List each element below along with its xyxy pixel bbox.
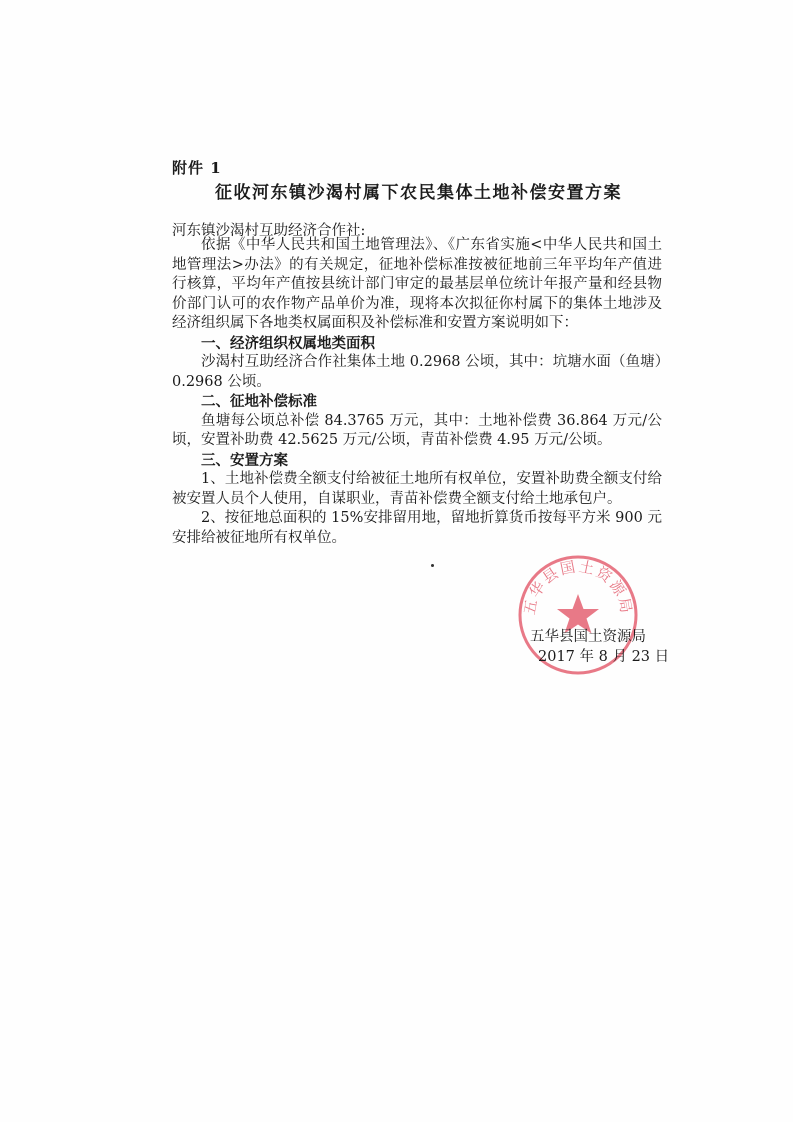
svg-text:五华县国土资源局: 五华县国土资源局 xyxy=(520,557,636,617)
section-heading-resettlement: 三、安置方案 xyxy=(201,451,288,469)
signature-org: 五华县国土资源局 xyxy=(530,629,646,645)
document-body xyxy=(172,236,662,548)
signature-block xyxy=(530,627,669,667)
document-title: 征收河东镇沙渴村属下农民集体土地补偿安置方案 xyxy=(215,183,622,203)
ink-dot xyxy=(431,564,434,567)
recipient-line: 河东镇沙渴村互助经济合作社: xyxy=(172,223,366,239)
section-heading-compensation: 二、征地补偿标准 xyxy=(201,393,317,410)
section-paragraph-compensation: 鱼塘每公顷总补偿 84.3765 万元，其中：土地补偿费 36.864 万元/公顷，安置补助费 42.5625 万元/公顷，青苗补偿费 4.95 万元/公顷。 xyxy=(172,412,662,448)
section-paragraph-resettlement-2: 2、按征地总面积的 15%安排留用地，留地折算货币按每平方米 900 元安排给被征地所有权单位。 xyxy=(172,510,662,546)
section-heading-area: 一、经济组织权属地类面积 xyxy=(201,334,375,352)
intro-paragraph: 依据《中华人民共和国土地管理法》、《广东省实施<中华人民共和国土地管理法>办法》的有关规定，征地补偿标准按被征地前三年平均年产值进行核算，平均年产值按县统计部门审定的最基层单位统计年报产量和经县物价部门认可的农作物产品单价为准，现将本次拟征你村属下的集体土地涉及经济组织属下各地类权属面积及补偿标准和安置方案说明如下： xyxy=(172,237,662,331)
section-paragraph-resettlement-1: 1、土地补偿费全额支付给被征土地所有权单位，安置补助费全额支付给被安置人员个人使用，自谋职业，青苗补偿费全额支付给土地承包户。 xyxy=(172,471,662,507)
attachment-label: 附件 1 xyxy=(172,159,222,177)
section-paragraph-area: 沙渴村互助经济合作社集体土地 0.2968 公顷，其中：坑塘水面（鱼塘）0.2968 公顷。 xyxy=(172,354,662,390)
signature-date: 2017 年 8 月 23 日 xyxy=(538,649,670,665)
